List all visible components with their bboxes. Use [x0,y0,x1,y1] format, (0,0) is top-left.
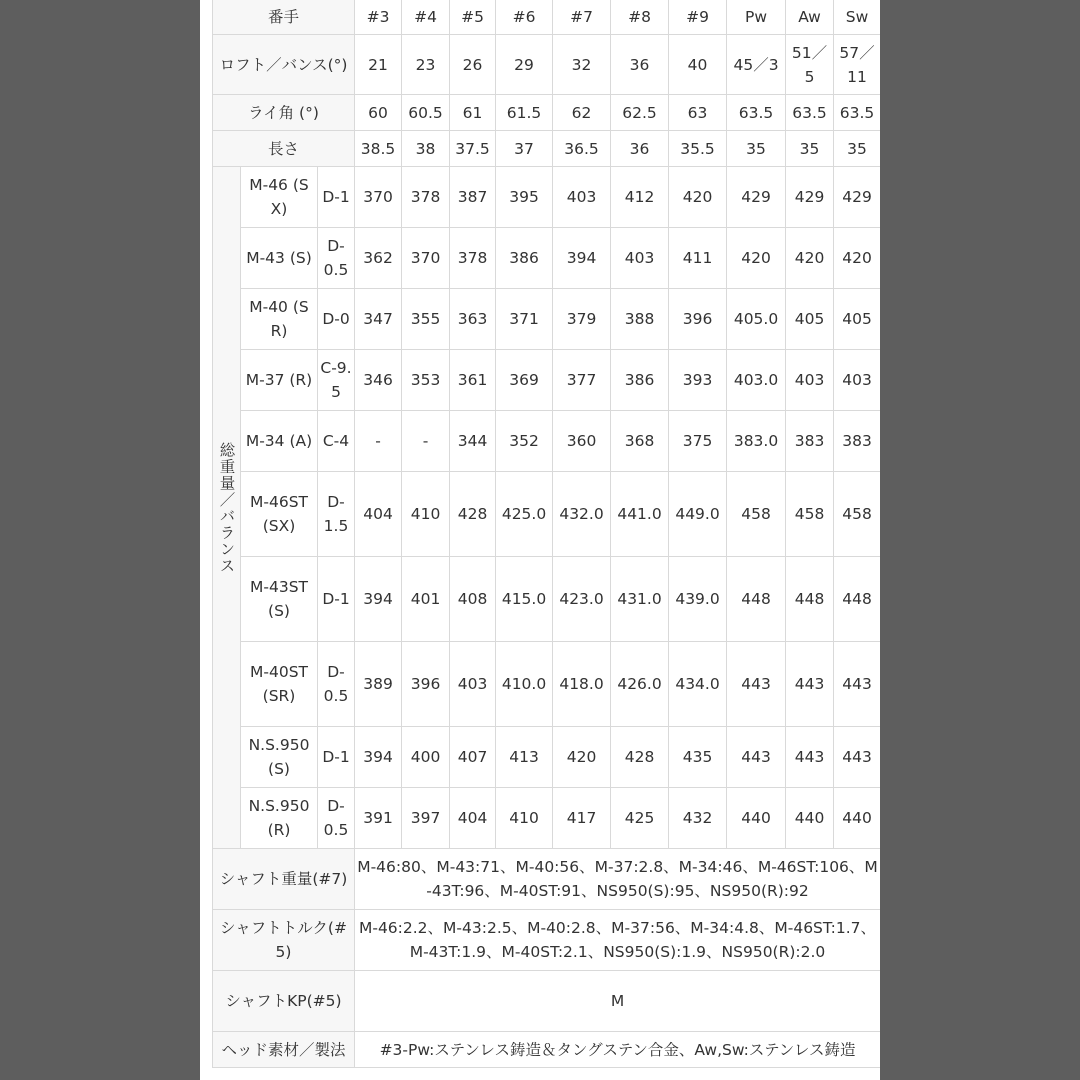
weight-cell: 405 [834,289,880,350]
weight-cell: 396 [669,289,727,350]
weight-row [213,167,881,228]
weight-cell: 429 [834,167,880,228]
lie-cell: 61.5 [496,95,553,131]
length-cell: 35.5 [669,131,727,167]
length-cell: 36.5 [553,131,611,167]
loft-cell: 21 [355,35,402,95]
lie-cell: 63.5 [786,95,834,131]
weight-cell: 379 [553,289,611,350]
loft-cell: 29 [496,35,553,95]
club-header-cell: #3 [355,0,402,35]
weight-cell: 383 [834,411,880,472]
weight-cell: 395 [496,167,553,228]
loft-cell: 51／5 [786,35,834,95]
weight-cell: 431.0 [611,557,669,642]
weight-cell: 378 [402,167,450,228]
balance-cell: D-0.5 [318,228,355,289]
club-header-cell: #7 [553,0,611,35]
shaft-name-cell: M-37 (R) [241,350,318,411]
weight-cell: 400 [402,727,450,788]
weight-cell: 429 [786,167,834,228]
loft-cell: 57／11 [834,35,880,95]
lie-cell: 62 [553,95,611,131]
weight-cell: 415.0 [496,557,553,642]
weight-row [213,228,881,289]
weight-cell: 410 [496,788,553,849]
weight-cell: 448 [834,557,880,642]
weight-cell: 401 [402,557,450,642]
loft-cell: 23 [402,35,450,95]
weight-cell: 458 [727,472,786,557]
length-label: 長さ [213,131,355,167]
weight-cell: 432.0 [553,472,611,557]
weight-cell: 388 [611,289,669,350]
lie-cell: 60.5 [402,95,450,131]
weight-row [213,727,881,788]
row-shaft-torque [213,910,881,971]
loft-bounce-label: ロフト／バンス(°) [213,35,355,95]
head-material-value: #3-Pw:ステンレス鋳造＆タングステン合金、Aw,Sw:ステンレス鋳造 [355,1032,880,1068]
weight-cell: 363 [450,289,496,350]
lie-cell: 63.5 [727,95,786,131]
weight-cell: 428 [450,472,496,557]
club-number-label: 番手 [213,0,355,35]
weight-cell: 458 [834,472,880,557]
length-cell: 35 [834,131,880,167]
row-shaft-weight [213,849,881,910]
weight-row [213,642,881,727]
weight-cell: 383 [786,411,834,472]
shaft-kp-value: M [355,971,880,1032]
weight-row [213,411,881,472]
club-header-cell: #8 [611,0,669,35]
weight-row [213,472,881,557]
lie-cell: 62.5 [611,95,669,131]
weight-balance-section-label: 総重量／バランス [213,167,241,849]
club-header-cell: Pw [727,0,786,35]
weight-cell: 397 [402,788,450,849]
weight-cell: 434.0 [669,642,727,727]
weight-cell: 432 [669,788,727,849]
row-lie-angle [213,95,881,131]
balance-cell: D-0.5 [318,642,355,727]
weight-cell: 368 [611,411,669,472]
shaft-torque-label: シャフトトルク(#5) [213,910,355,971]
balance-cell: D-1 [318,167,355,228]
weight-cell: 394 [355,727,402,788]
weight-cell: 369 [496,350,553,411]
club-header-cell: Sw [834,0,880,35]
weight-cell: 353 [402,350,450,411]
weight-cell: 441.0 [611,472,669,557]
shaft-name-cell: N.S.950 (S) [241,727,318,788]
lie-cell: 63 [669,95,727,131]
row-club-number [213,0,881,35]
weight-cell: 361 [450,350,496,411]
weight-cell: 443 [727,642,786,727]
weight-cell: 370 [355,167,402,228]
weight-row [213,788,881,849]
weight-cell: 404 [450,788,496,849]
shaft-name-cell: N.S.950 (R) [241,788,318,849]
weight-cell: 458 [786,472,834,557]
weight-cell: 420 [786,228,834,289]
weight-cell: 410 [402,472,450,557]
weight-cell: 448 [727,557,786,642]
weight-cell: 396 [402,642,450,727]
shaft-name-cell: M-43 (S) [241,228,318,289]
club-header-cell: #5 [450,0,496,35]
weight-cell: 420 [553,727,611,788]
length-cell: 36 [611,131,669,167]
weight-cell: 403 [834,350,880,411]
balance-cell: C-4 [318,411,355,472]
weight-cell: 439.0 [669,557,727,642]
loft-cell: 26 [450,35,496,95]
weight-cell: 417 [553,788,611,849]
shaft-name-cell: M-40ST (SR) [241,642,318,727]
lie-angle-label: ライ角 (°) [213,95,355,131]
loft-cell: 36 [611,35,669,95]
weight-cell: 403 [553,167,611,228]
weight-cell: 443 [834,727,880,788]
weight-cell: 443 [786,727,834,788]
weight-cell: 407 [450,727,496,788]
head-material-label: ヘッド素材／製法 [213,1032,355,1068]
lie-cell: 61 [450,95,496,131]
shaft-name-cell: M-43ST (S) [241,557,318,642]
weight-cell: 440 [834,788,880,849]
balance-cell: D-1 [318,557,355,642]
weight-cell: 393 [669,350,727,411]
weight-cell: 383.0 [727,411,786,472]
balance-cell: D-1 [318,727,355,788]
weight-cell: 387 [450,167,496,228]
weight-cell: 408 [450,557,496,642]
weight-cell: 410.0 [496,642,553,727]
spec-table-body [213,0,881,1068]
weight-cell: 411 [669,228,727,289]
weight-cell: 377 [553,350,611,411]
weight-row [213,289,881,350]
weight-cell: 375 [669,411,727,472]
club-header-cell: #4 [402,0,450,35]
shaft-name-cell: M-46 (SX) [241,167,318,228]
shaft-weight-label: シャフト重量(#7) [213,849,355,910]
balance-cell: D-0 [318,289,355,350]
length-cell: 37 [496,131,553,167]
weight-cell: 428 [611,727,669,788]
shaft-weight-value: M-46:80、M-43:71、M-40:56、M-37:2.8、M-34:46、M-46ST:106、M-43T:96、M-40ST:91、NS950(S):95、NS950(R):92 [355,849,880,910]
weight-cell: 403 [611,228,669,289]
weight-cell: 443 [786,642,834,727]
row-length [213,131,881,167]
weight-cell: 360 [553,411,611,472]
row-head-material [213,1032,881,1068]
weight-cell: 391 [355,788,402,849]
weight-cell: 394 [355,557,402,642]
weight-cell: 378 [450,228,496,289]
weight-cell: 403.0 [727,350,786,411]
weight-cell: 449.0 [669,472,727,557]
weight-cell: 352 [496,411,553,472]
length-cell: 38 [402,131,450,167]
balance-cell: D-1.5 [318,472,355,557]
weight-cell: 394 [553,228,611,289]
balance-cell: D-0.5 [318,788,355,849]
loft-cell: 40 [669,35,727,95]
weight-cell: 355 [402,289,450,350]
weight-cell: 386 [496,228,553,289]
weight-cell: 389 [355,642,402,727]
weight-cell: 443 [834,642,880,727]
weight-cell: 425 [611,788,669,849]
weight-cell: 429 [727,167,786,228]
weight-cell: 420 [669,167,727,228]
weight-cell: 425.0 [496,472,553,557]
club-header-cell: #6 [496,0,553,35]
weight-cell: 371 [496,289,553,350]
weight-cell: 413 [496,727,553,788]
weight-cell: 347 [355,289,402,350]
row-shaft-kp [213,971,881,1032]
balance-cell: C-9.5 [318,350,355,411]
weight-cell: 420 [727,228,786,289]
shaft-torque-value: M-46:2.2、M-43:2.5、M-40:2.8、M-37:56、M-34:4.8、M-46ST:1.7、M-43T:1.9、M-40ST:2.1、NS950(S):1.9、NS950(R):2.0 [355,910,880,971]
weight-cell: 403 [786,350,834,411]
weight-cell: 420 [834,228,880,289]
length-cell: 35 [727,131,786,167]
weight-cell: 440 [786,788,834,849]
weight-cell: 405 [786,289,834,350]
shaft-name-cell: M-40 (SR) [241,289,318,350]
lie-cell: 63.5 [834,95,880,131]
weight-cell: 362 [355,228,402,289]
weight-cell: 346 [355,350,402,411]
spec-table [212,0,880,1068]
loft-cell: 32 [553,35,611,95]
weight-row [213,557,881,642]
weight-cell: 370 [402,228,450,289]
weight-row [213,350,881,411]
weight-cell: 403 [450,642,496,727]
weight-cell: - [402,411,450,472]
weight-cell: 418.0 [553,642,611,727]
weight-cell: 435 [669,727,727,788]
shaft-name-cell: M-46ST (SX) [241,472,318,557]
weight-cell: - [355,411,402,472]
length-cell: 37.5 [450,131,496,167]
weight-cell: 412 [611,167,669,228]
length-cell: 35 [786,131,834,167]
shaft-kp-label: シャフトKP(#5) [213,971,355,1032]
weight-cell: 443 [727,727,786,788]
weight-cell: 405.0 [727,289,786,350]
weight-cell: 448 [786,557,834,642]
loft-cell: 45／3 [727,35,786,95]
length-cell: 38.5 [355,131,402,167]
weight-cell: 426.0 [611,642,669,727]
weight-cell: 440 [727,788,786,849]
spec-page [200,0,880,1080]
lie-cell: 60 [355,95,402,131]
shaft-name-cell: M-34 (A) [241,411,318,472]
club-header-cell: Aw [786,0,834,35]
weight-cell: 404 [355,472,402,557]
club-header-cell: #9 [669,0,727,35]
weight-cell: 423.0 [553,557,611,642]
row-loft-bounce [213,35,881,95]
weight-cell: 344 [450,411,496,472]
weight-cell: 386 [611,350,669,411]
